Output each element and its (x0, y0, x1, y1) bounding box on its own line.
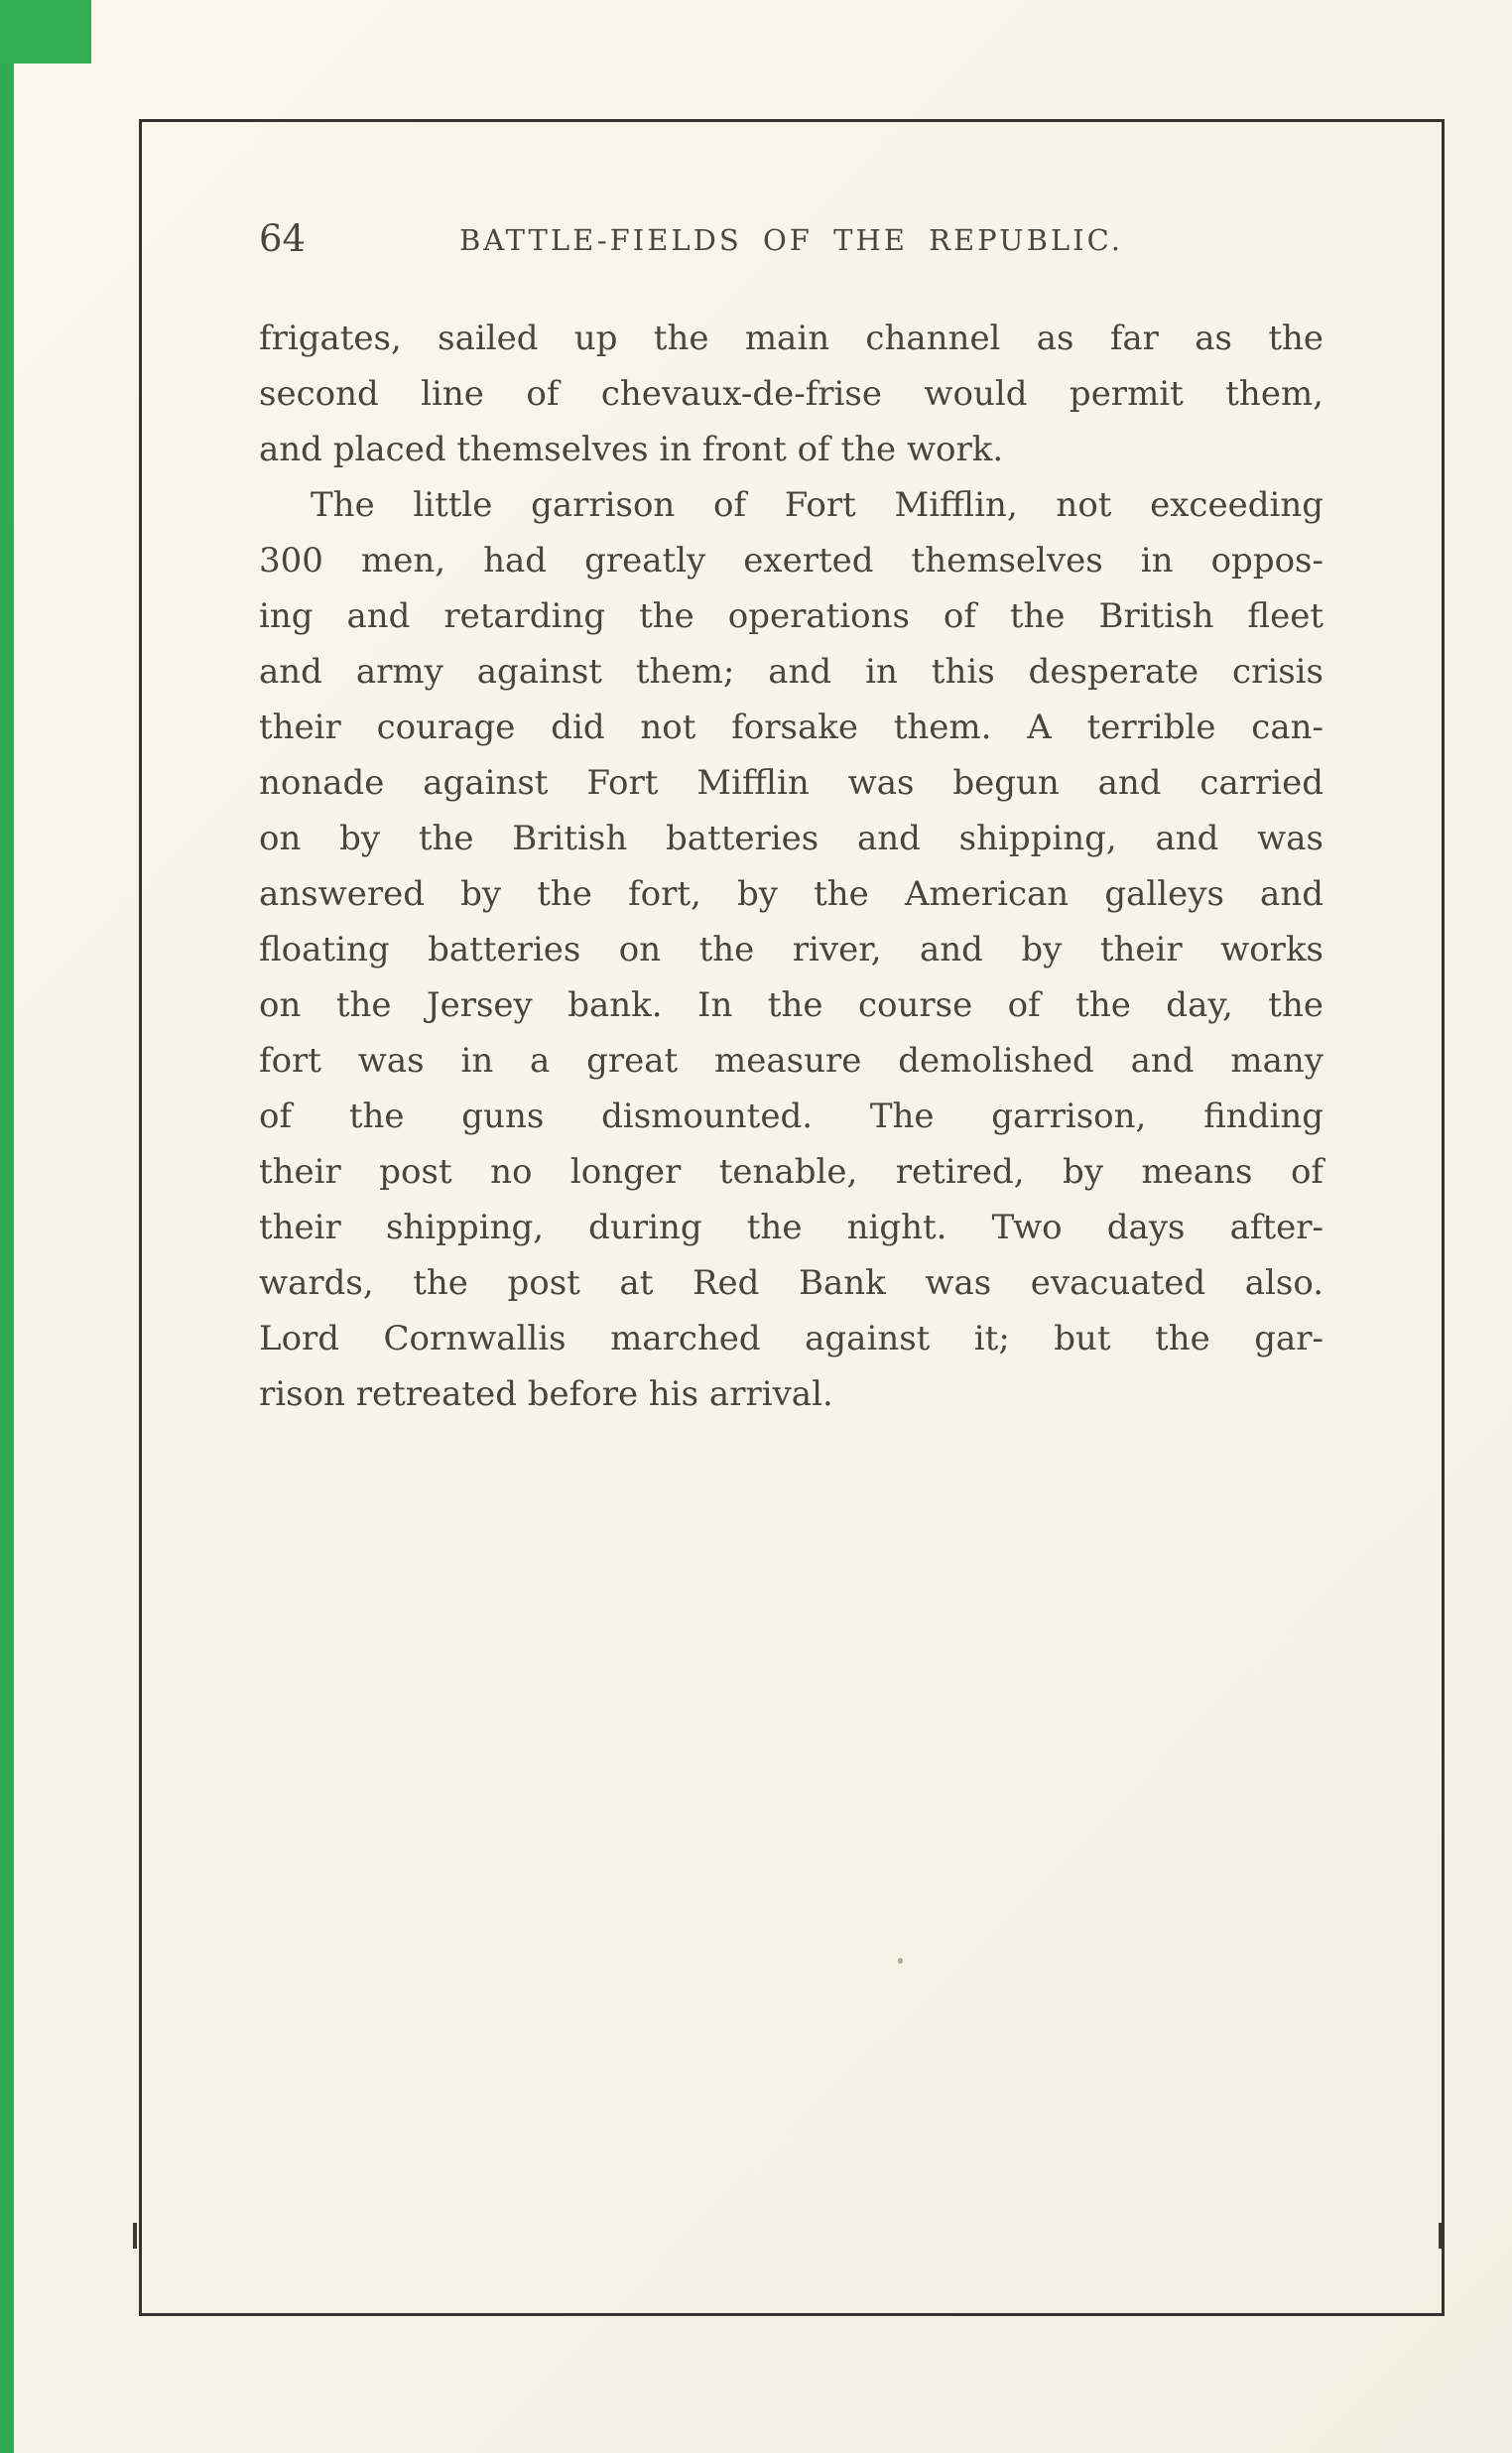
text-line: and placed themselves in front of the work. (259, 430, 1004, 469)
text-line: ing and retarding the operations of the British fleet (259, 596, 1323, 636)
text-line: answered by the fort, by the American galleys and (259, 874, 1323, 914)
text-line: frigates, sailed up the main channel as far as the (259, 319, 1323, 358)
text-line: The little garrison of Fort Mifflin, not exceeding (311, 485, 1323, 525)
text-line: their courage did not forsake them. A terrible can- (259, 708, 1323, 747)
text-line: on the Jersey bank. In the course of the day, the (259, 985, 1323, 1025)
text-line: second line of chevaux-de-frise would permit them, (259, 374, 1323, 414)
running-title: BATTLE-FIELDS OF THE REPUBLIC. (459, 223, 1123, 257)
page-header (259, 217, 1323, 263)
text-line: Lord Cornwallis marched against it; but the gar- (259, 1319, 1323, 1358)
text-line: on by the British batteries and shipping, and was (259, 819, 1323, 858)
text-line: nonade against Fort Mifflin was begun and carried (259, 763, 1323, 803)
text-line: fort was in a great measure demolished and many (259, 1041, 1323, 1081)
page-number: 64 (259, 217, 307, 260)
text-line: wards, the post at Red Bank was evacuated also. (259, 1263, 1323, 1303)
text-line: 300 men, had greatly exerted themselves in oppos- (259, 541, 1323, 581)
text-line: of the guns dismounted. The garrison, finding (259, 1097, 1323, 1136)
page-border-frame (139, 119, 1445, 2316)
text-line: and army against them; and in this desperate crisis (259, 652, 1323, 692)
book-edge-corner (0, 0, 91, 64)
text-line: their shipping, during the night. Two days after- (259, 1208, 1323, 1247)
text-line: floating batteries on the river, and by their works (259, 930, 1323, 969)
text-line: their post no longer tenable, retired, by means of (259, 1152, 1323, 1192)
scan-artifact (898, 1958, 903, 1964)
text-line: rison retreated before his arrival. (259, 1374, 833, 1414)
text-block (259, 311, 1323, 1422)
book-edge-strip (0, 0, 14, 2453)
scan-artifact (1439, 2223, 1443, 2249)
scan-artifact (133, 2223, 137, 2249)
